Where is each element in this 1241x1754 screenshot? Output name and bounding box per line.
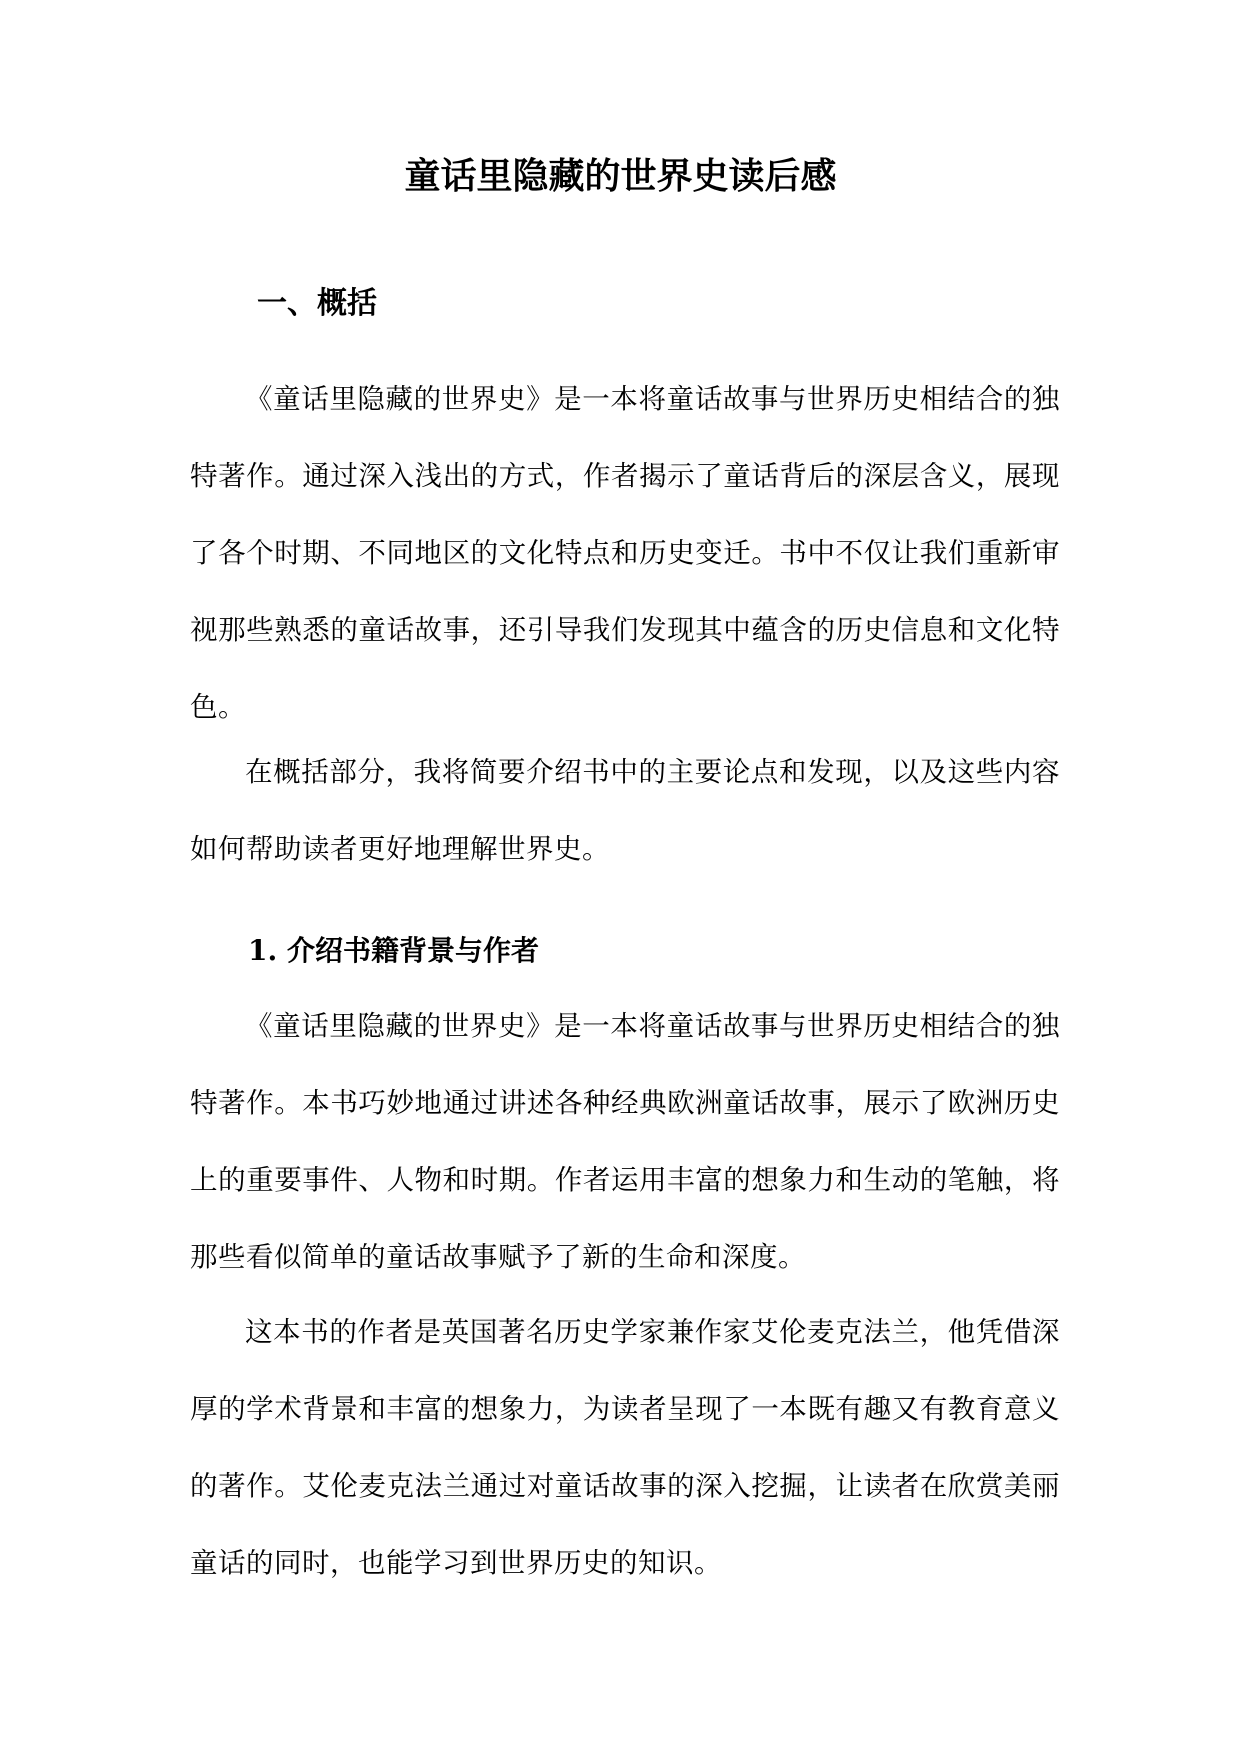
paragraph: 在概括部分，我将简要介绍书中的主要论点和发现，以及这些内容如何帮助读者更好地理解世界史。 bbox=[190, 756, 1060, 865]
document-title: 童话里隐藏的世界史读后感 bbox=[404, 155, 837, 197]
paragraph: 《童话里隐藏的世界史》是一本将童话故事与世界历史相结合的独特著作。通过深入浅出的方式，作者揭示了童话背后的深层含义，展现了各个时期、不同地区的文化特点和历史变迁。书中不仅让我们重新审视那些熟悉的童话故事，还引导我们发现其中蕴含的历史信息和文化特色。 bbox=[190, 383, 1060, 723]
paragraph: 这本书的作者是英国著名历史学家兼作家艾伦麦克法兰，他凭借深厚的学术背景和丰富的想象力，为读者呈现了一本既有趣又有教育意义的著作。艾伦麦克法兰通过对童话故事的深入挖掘，让读者在欣赏美丽童话的同时，也能学习到世界历史的知识。 bbox=[190, 1316, 1060, 1579]
subsection-heading-background: 1. 介绍书籍背景与作者 bbox=[248, 934, 539, 967]
section-heading-overview: 一、概括 bbox=[257, 286, 377, 321]
paragraph: 《童话里隐藏的世界史》是一本将童话故事与世界历史相结合的独特著作。本书巧妙地通过讲述各种经典欧洲童话故事，展示了欧洲历史上的重要事件、人物和时期。作者运用丰富的想象力和生动的笔触，将那些看似简单的童话故事赋予了新的生命和深度。 bbox=[190, 1010, 1060, 1273]
